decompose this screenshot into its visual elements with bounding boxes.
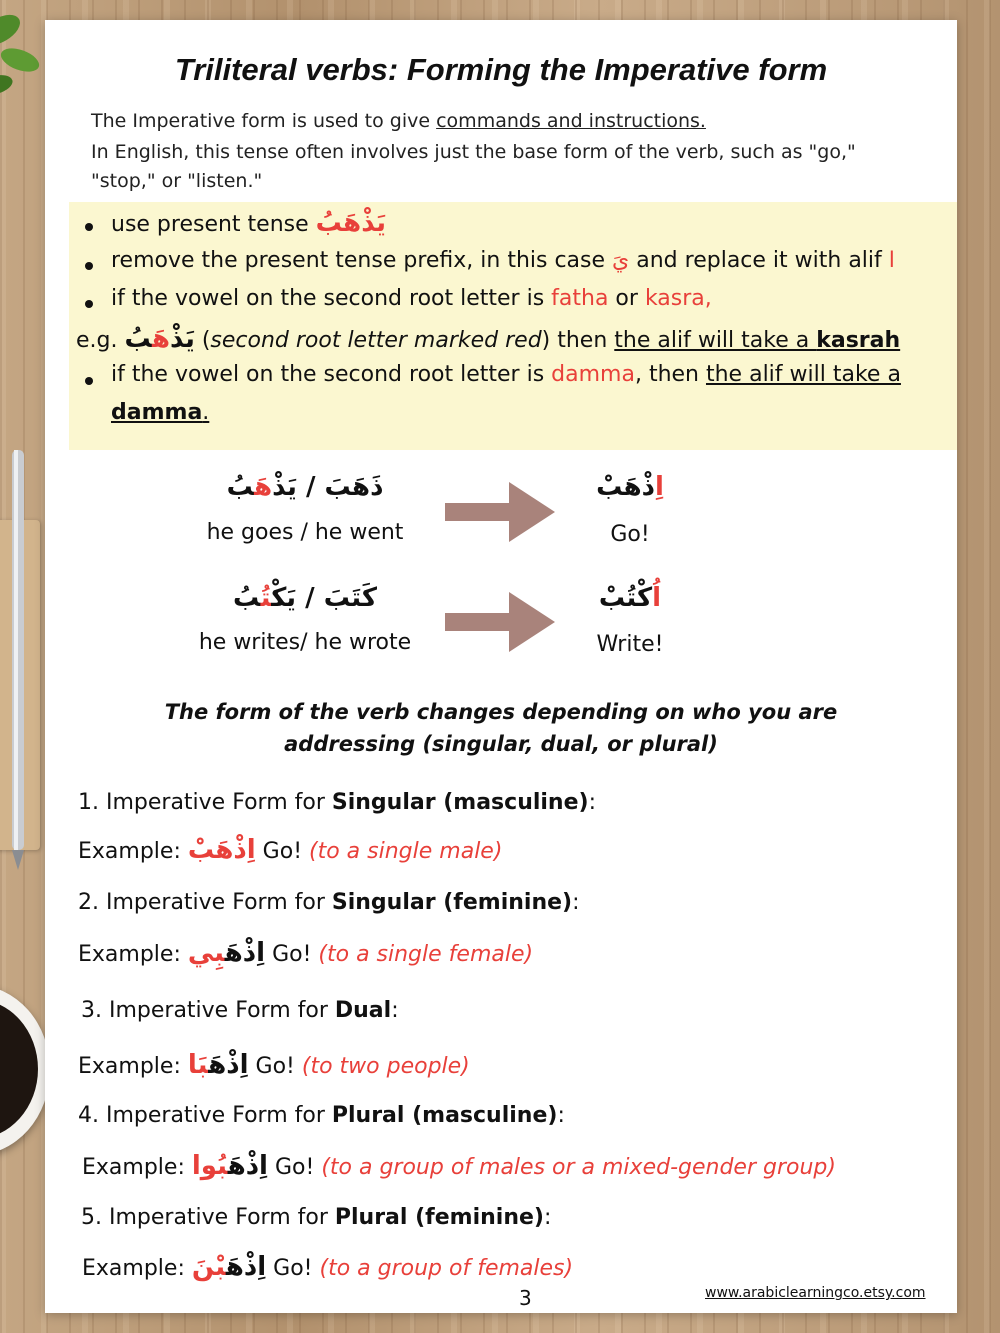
arrow-right-icon	[445, 592, 555, 652]
commands-underline: commands and instructions.	[436, 110, 706, 132]
form-5-title: 5. Imperative Form for Plural (feminine):	[81, 1205, 552, 1230]
intro-line-3: "stop," or "listen."	[91, 170, 263, 192]
intro-line-2: In English, this tense often involves just the base form of the verb, such as "go,"	[91, 141, 856, 163]
coffee-cup-decoration	[0, 985, 50, 1155]
bullet-icon	[85, 262, 93, 270]
worksheet-page	[45, 20, 957, 1313]
form-4-example: Example: اِذْهَبُوا Go! (to a group of males or a mixed-gender group)	[82, 1151, 836, 1181]
page-number: 3	[519, 1286, 532, 1310]
form-3-title: 3. Imperative Form for Dual:	[81, 998, 399, 1023]
form-2-title: 2. Imperative Form for Singular (feminine):	[78, 890, 580, 915]
form-5-example: Example: اِذْهَبْنَ Go! (to a group of females)	[82, 1252, 574, 1282]
form-1-title: 1. Imperative Form for Singular (masculine):	[78, 790, 596, 815]
arrow-right-icon	[445, 482, 555, 542]
forms-heading-line-2: addressing (singular, dual, or plural)	[284, 732, 718, 756]
bullet-icon	[85, 377, 93, 385]
rule-4: if the vowel on the second root letter is damma, then the alif will take a	[111, 362, 901, 387]
footer-url-link[interactable]: www.arabiclearningco.etsy.com	[705, 1285, 926, 1301]
example-2-verbs: كَتَبَ / يَكْتُبُ	[233, 583, 377, 613]
example-2-imperative-gloss: Write!	[596, 632, 664, 657]
rule-3-example: e.g. يَذْهَبُ (second root letter marked red) then the alif will take a kasrah	[76, 324, 901, 354]
rule-1: use present tense يَذْهَبُ	[111, 208, 386, 238]
page-title: Triliteral verbs: Forming the Imperative form	[174, 52, 828, 87]
form-2-example: Example: اِذْهَبِي Go! (to a single female)	[78, 938, 534, 968]
bullet-icon	[85, 300, 93, 308]
form-4-title: 4. Imperative Form for Plural (masculine):	[78, 1103, 565, 1128]
example-2-gloss: he writes/ he wrote	[198, 630, 412, 655]
example-1-verbs: ذَهَبَ / يَذْهَبُ	[226, 472, 384, 502]
forms-heading-line-1: The form of the verb changes depending on who you are	[164, 700, 838, 724]
example-1-imperative: اِذْهَبْ	[596, 472, 664, 502]
bullet-icon	[85, 223, 93, 231]
example-2-imperative: اُكْتُبْ	[598, 583, 662, 613]
example-1-gloss: he goes / he went	[206, 520, 404, 545]
form-3-example: Example: اِذْهَبَا Go! (to two people)	[78, 1050, 470, 1080]
rule-4-continued: damma.	[111, 400, 210, 425]
rules-box	[69, 202, 957, 450]
example-1-imperative-gloss: Go!	[610, 522, 650, 547]
rule-3: if the vowel on the second root letter is fatha or kasra,	[111, 286, 712, 311]
rule-2: remove the present tense prefix, in this case يَ and replace it with alif ا	[111, 248, 895, 273]
pen-decoration	[0, 450, 50, 870]
form-1-example: Example: اِذْهَبْ Go! (to a single male)	[78, 835, 503, 865]
intro-line-1: The Imperative form is used to give commands and instructions.	[91, 110, 706, 132]
